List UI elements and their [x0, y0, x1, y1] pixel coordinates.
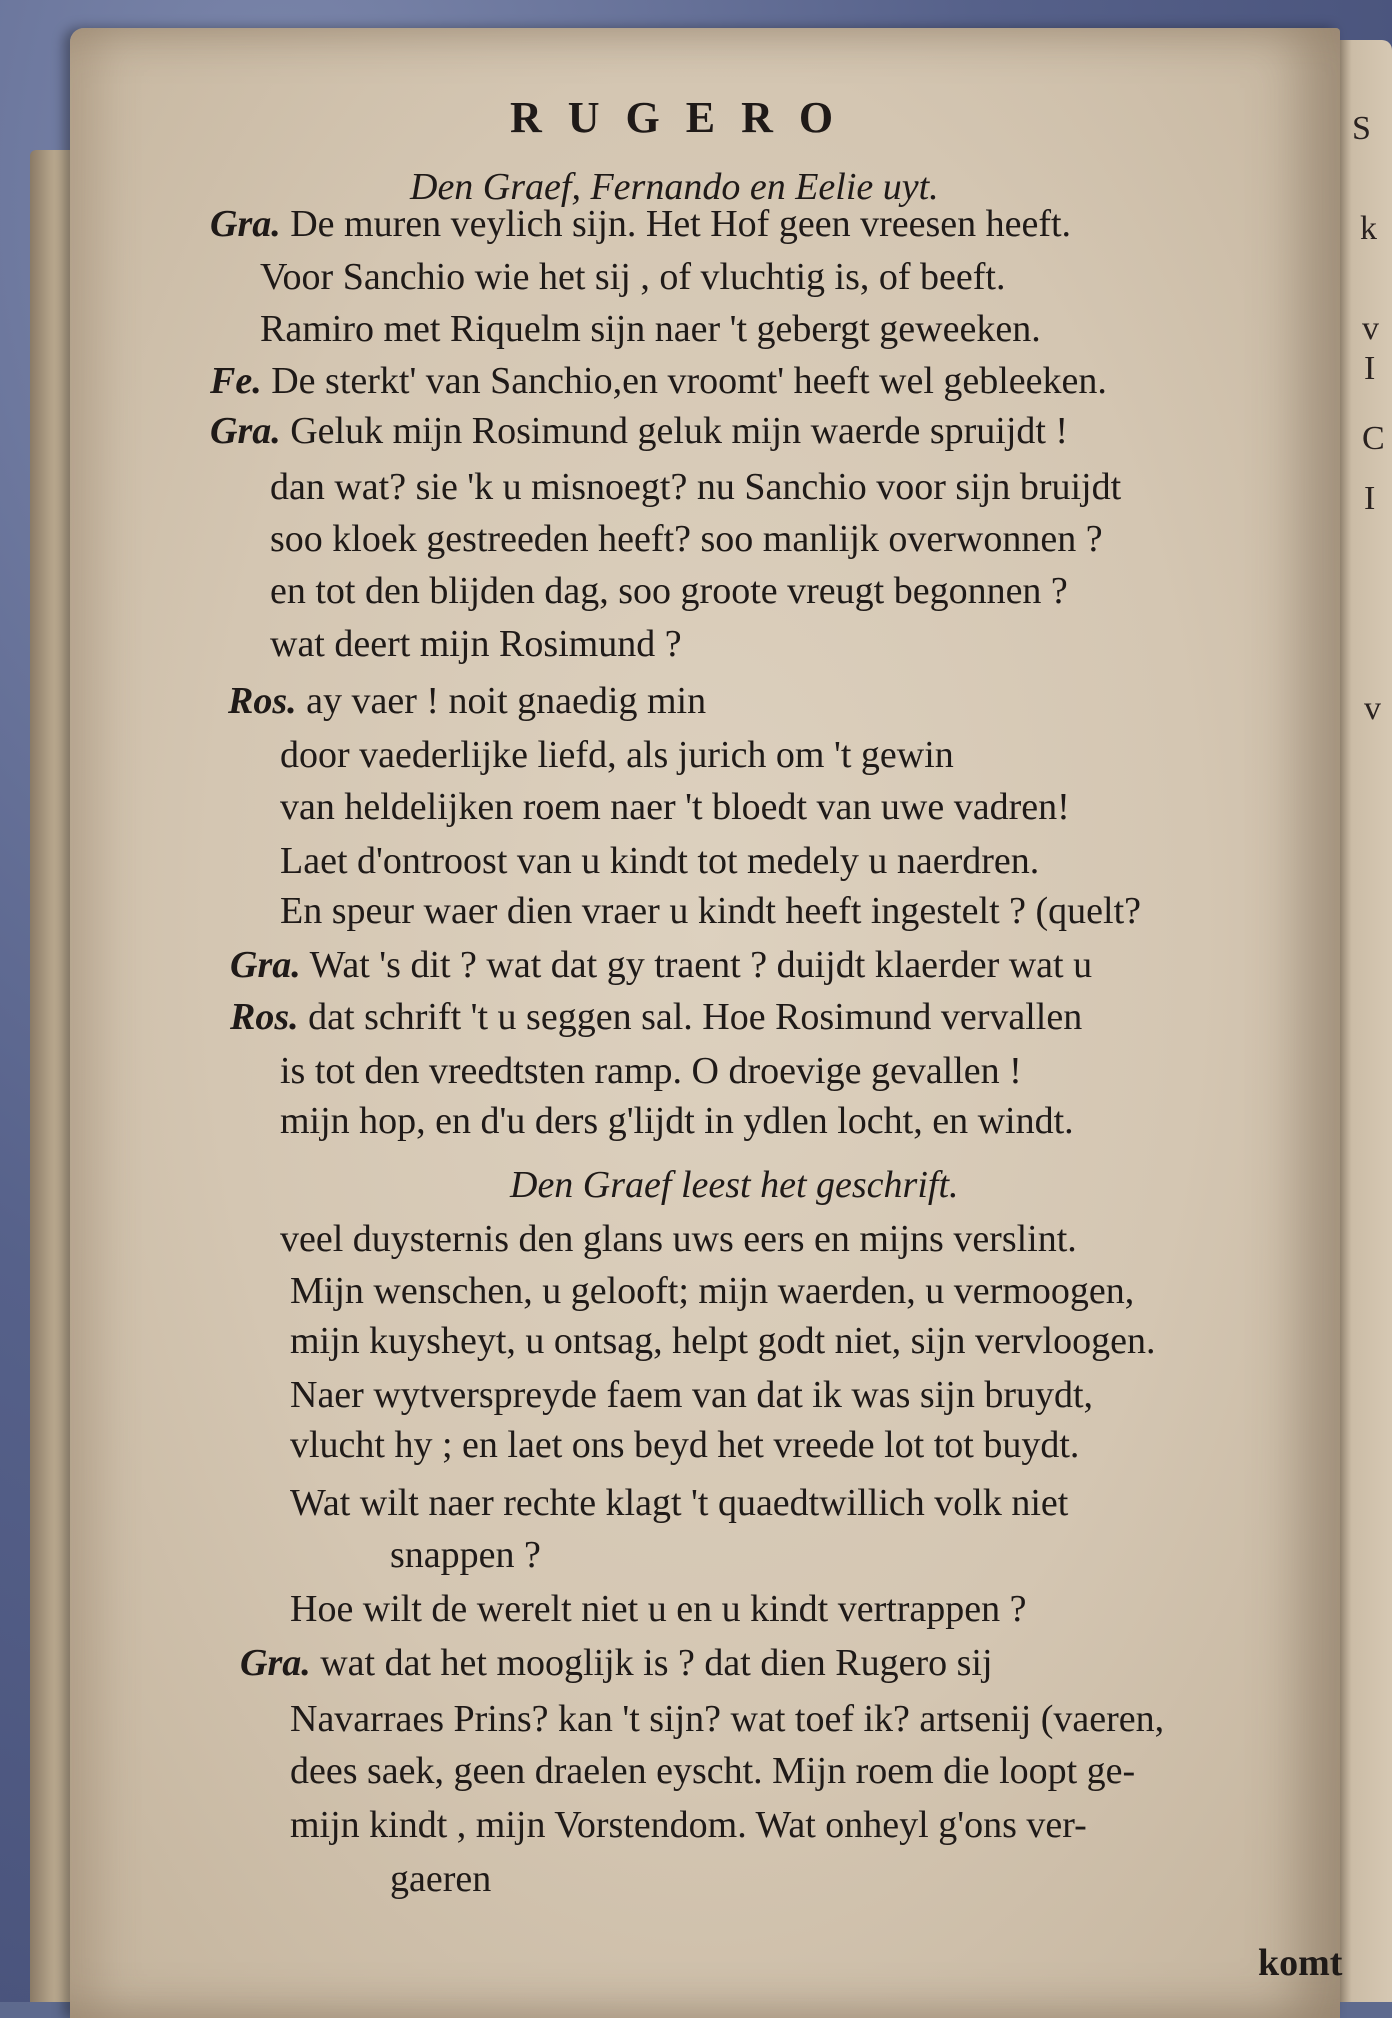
line-text: soo kloek gestreeden heeft? soo manlijk overwonnen ?	[270, 518, 1103, 560]
verse-line	[240, 1644, 993, 1682]
verse-line	[230, 998, 1082, 1036]
line-text: De sterkt' van Sanchio,en vroomt' heeft wel gebleeken.	[271, 360, 1107, 402]
verse-line	[270, 572, 1068, 610]
line-text: snappen ?	[390, 1534, 541, 1576]
line-text: Naer wytverspreyde faem van dat ik was sijn bruydt,	[290, 1374, 1094, 1416]
line-text: dees saek, geen draelen eyscht. Mijn roem die loopt ge-	[290, 1750, 1136, 1792]
line-text: Wat wilt naer rechte klagt 't quaedtwillich volk niet	[290, 1482, 1069, 1524]
verse-line	[270, 520, 1103, 558]
next-page-fragment: C	[1362, 420, 1385, 457]
verse-line	[280, 736, 954, 774]
verse-line	[290, 1272, 1134, 1310]
verse-line	[280, 788, 1070, 826]
verse-line	[270, 625, 682, 663]
verse-line	[290, 1322, 1155, 1360]
next-page-fragment: v	[1362, 310, 1379, 347]
line-text: mijn kuysheyt, u ontsag, helpt godt niet, sijn vervloogen.	[290, 1320, 1156, 1362]
stage-direction: Den Graef leest het geschrift.	[510, 1164, 959, 1206]
verse-line	[290, 1484, 1068, 1522]
line-text: Hoe wilt de werelt niet u en u kindt vertrappen ?	[290, 1588, 1027, 1630]
speaker-label: Gra.	[240, 1642, 311, 1684]
line-text: Ramiro met Riquelm sijn naer 't gebergt geweeken.	[260, 308, 1041, 350]
speaker-label: Ros.	[228, 680, 297, 722]
line-text: van heldelijken roem naer 't bloedt van uwe vadren!	[280, 786, 1070, 828]
running-head: RUGERO	[510, 93, 860, 142]
line-text: mijn hop, en d'u ders g'lijdt in ydlen locht, en windt.	[280, 1100, 1074, 1142]
next-page-fragment: S	[1352, 110, 1371, 147]
verse-line	[280, 1052, 1022, 1090]
line-text: mijn kindt , mijn Vorstendom. Wat onheyl g'ons ver-	[290, 1804, 1087, 1846]
verse-line	[230, 946, 1092, 984]
speaker-label: Gra.	[210, 203, 281, 245]
line-text: en tot den blijden dag, soo groote vreugt begonnen ?	[270, 570, 1068, 612]
verse-line	[260, 258, 1005, 296]
verse-line	[280, 1220, 1077, 1258]
verse-line	[210, 362, 1107, 400]
next-page-fragment: v	[1364, 690, 1381, 727]
line-text: wat deert mijn Rosimund ?	[270, 623, 682, 665]
line-text: En speur waer dien vraer u kindt heeft ingestelt ? (quelt?	[280, 890, 1141, 932]
line-text: Navarraes Prins? kan 't sijn? wat toef ik? artsenij (vaeren,	[290, 1698, 1165, 1740]
next-page-fragment: I	[1364, 350, 1376, 387]
verse-line	[390, 1536, 541, 1574]
verse-line	[290, 1700, 1164, 1738]
line-text: door vaederlijke liefd, als jurich om 't gewin	[280, 734, 954, 776]
verse-line	[290, 1426, 1079, 1464]
next-page-fragment: I	[1364, 480, 1376, 517]
line-text: Geluk mijn Rosimund geluk mijn waerde spruijdt !	[290, 410, 1069, 452]
stage-direction: Den Graef, Fernando en Eelie uyt.	[410, 166, 939, 208]
verse-line	[228, 682, 706, 720]
verse-line	[280, 892, 1141, 930]
speaker-label: Ros.	[230, 996, 299, 1038]
verse-line	[290, 1806, 1087, 1844]
line-text: is tot den vreedtsten ramp. O droevige gevallen !	[280, 1050, 1022, 1092]
verse-line	[280, 842, 1039, 880]
verse-line	[210, 412, 1068, 450]
speaker-label: Fe.	[210, 360, 262, 402]
line-text: Wat 's dit ? wat dat gy traent ? duijdt klaerder wat u	[309, 944, 1093, 986]
speaker-label: Gra.	[210, 410, 281, 452]
verse-line	[280, 1102, 1074, 1140]
verse-line	[290, 1752, 1135, 1790]
line-text: veel duysternis den glans uws eers en mijns verslint.	[280, 1218, 1077, 1260]
line-text: De muren veylich sijn. Het Hof geen vreesen heeft.	[290, 203, 1072, 245]
line-text: Voor Sanchio wie het sij , of vluchtig is, of beeft.	[260, 256, 1006, 298]
verse-line	[290, 1590, 1027, 1628]
speaker-label: Gra.	[230, 944, 301, 986]
line-text: gaeren	[390, 1858, 492, 1900]
line-text: Mijn wenschen, u gelooft; mijn waerden, u vermoogen,	[290, 1270, 1135, 1312]
catchword: komt	[1258, 1942, 1343, 1984]
line-text: dat schrift 't u seggen sal. Hoe Rosimund vervallen	[308, 996, 1083, 1038]
line-text: dan wat? sie 'k u misnoegt? nu Sanchio voor sijn bruijdt	[270, 466, 1122, 508]
line-text: ay vaer ! noit gnaedig min	[306, 680, 707, 722]
verse-line	[270, 468, 1121, 506]
verse-line	[260, 310, 1041, 348]
verse-line	[290, 1376, 1093, 1414]
verse-line	[210, 205, 1071, 243]
line-text: vlucht hy ; en laet ons beyd het vreede lot tot buydt.	[290, 1424, 1080, 1466]
next-page-fragment: k	[1360, 210, 1377, 247]
line-text: wat dat het mooglijk is ? dat dien Rugero sij	[320, 1642, 993, 1684]
line-text: Laet d'ontroost van u kindt tot medely u naerdren.	[280, 840, 1040, 882]
verse-line	[390, 1860, 491, 1898]
